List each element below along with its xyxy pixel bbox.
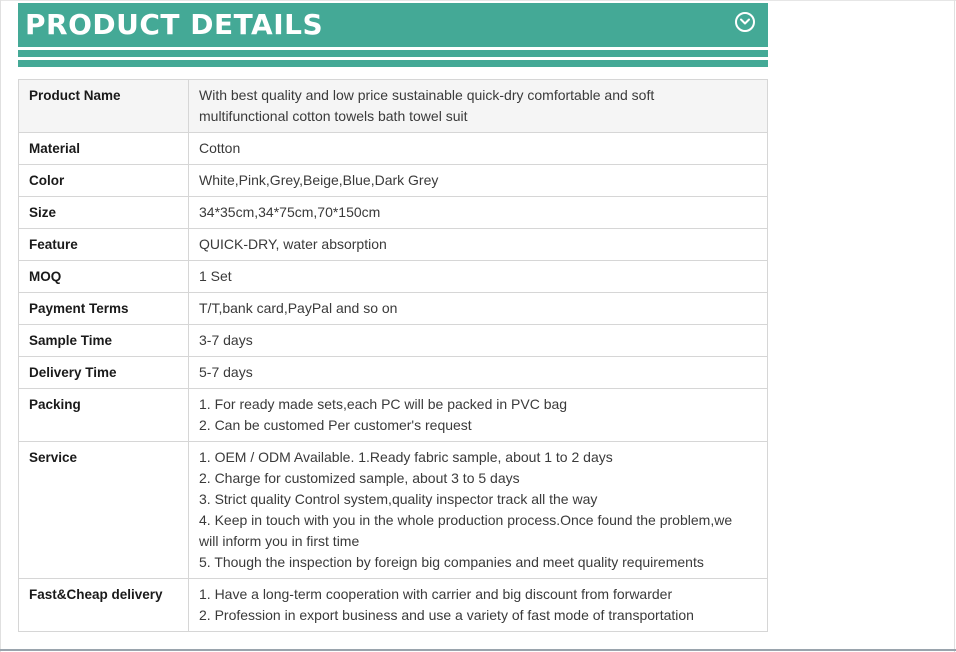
row-value (189, 197, 768, 229)
row-value (189, 261, 768, 293)
value-line: 1. OEM / ODM Available. 1.Ready fabric sample, about 1 to 2 days (199, 449, 613, 465)
value-line: will inform you in first time (199, 533, 360, 549)
row-value (189, 133, 768, 165)
value-line: multifunctional cotton towels bath towel suit (199, 108, 468, 124)
value-line: 3. Strict quality Control system,quality inspector track all the way (199, 491, 598, 507)
table-row (19, 357, 768, 389)
chevron-down-circle-icon[interactable] (735, 12, 755, 32)
row-label: Material (19, 133, 189, 165)
table-row (19, 261, 768, 293)
value-line: White,Pink,Grey,Beige,Blue,Dark Grey (199, 172, 439, 188)
product-details-body (19, 80, 768, 632)
row-label: Feature (19, 229, 189, 261)
row-label: Fast&Cheap delivery (19, 579, 189, 632)
value-line: 2. Profession in export business and use a variety of fast mode of transportation (199, 607, 694, 623)
value-line: 1 Set (199, 268, 232, 284)
product-details-table (18, 79, 768, 632)
value-line: 4. Keep in touch with you in the whole production process.Once found the problem,we (199, 512, 733, 528)
row-label: MOQ (19, 261, 189, 293)
value-line: QUICK-DRY, water absorption (199, 236, 387, 252)
section-title: PRODUCT DETAILS (25, 8, 324, 41)
left-border (0, 0, 1, 652)
row-label: Size (19, 197, 189, 229)
chevron-down-icon (740, 18, 750, 26)
row-label: Color (19, 165, 189, 197)
row-value (189, 357, 768, 389)
bottom-border (0, 649, 956, 651)
value-line: 1. Have a long-term cooperation with carrier and big discount from forwarder (199, 586, 673, 602)
row-value (189, 579, 768, 632)
table-row (19, 165, 768, 197)
row-label: Delivery Time (19, 357, 189, 389)
row-label: Service (19, 442, 189, 579)
row-label: Product Name (19, 80, 189, 133)
table-row (19, 197, 768, 229)
value-line: 2. Can be customed Per customer's request (199, 417, 472, 433)
value-line: 3-7 days (199, 332, 253, 348)
value-line: T/T,bank card,PayPal and so on (199, 300, 398, 316)
value-line: 34*35cm,34*75cm,70*150cm (199, 204, 381, 220)
row-value (189, 165, 768, 197)
row-value (189, 80, 768, 133)
table-row (19, 133, 768, 165)
table-row (19, 579, 768, 632)
row-label: Payment Terms (19, 293, 189, 325)
row-value (189, 325, 768, 357)
row-value (189, 442, 768, 579)
table-row (19, 293, 768, 325)
row-label: Sample Time (19, 325, 189, 357)
value-line: 1. For ready made sets,each PC will be packed in PVC bag (199, 396, 568, 412)
value-line: 2. Charge for customized sample, about 3 to 5 days (199, 470, 520, 486)
header-stripe-bottom (18, 60, 768, 67)
header-stripe-top (18, 50, 768, 57)
value-line: 5. Though the inspection by foreign big companies and meet quality requirements (199, 554, 704, 570)
table-row (19, 442, 768, 579)
value-line: With best quality and low price sustainable quick-dry comfortable and soft (199, 87, 655, 103)
table-row (19, 389, 768, 442)
value-line: 5-7 days (199, 364, 253, 380)
row-value (189, 229, 768, 261)
table-row (19, 80, 768, 133)
row-label: Packing (19, 389, 189, 442)
right-border (954, 0, 955, 652)
row-value (189, 293, 768, 325)
row-value (189, 389, 768, 442)
table-row (19, 229, 768, 261)
product-details-header (18, 3, 768, 47)
table-row (19, 325, 768, 357)
value-line: Cotton (199, 140, 241, 156)
